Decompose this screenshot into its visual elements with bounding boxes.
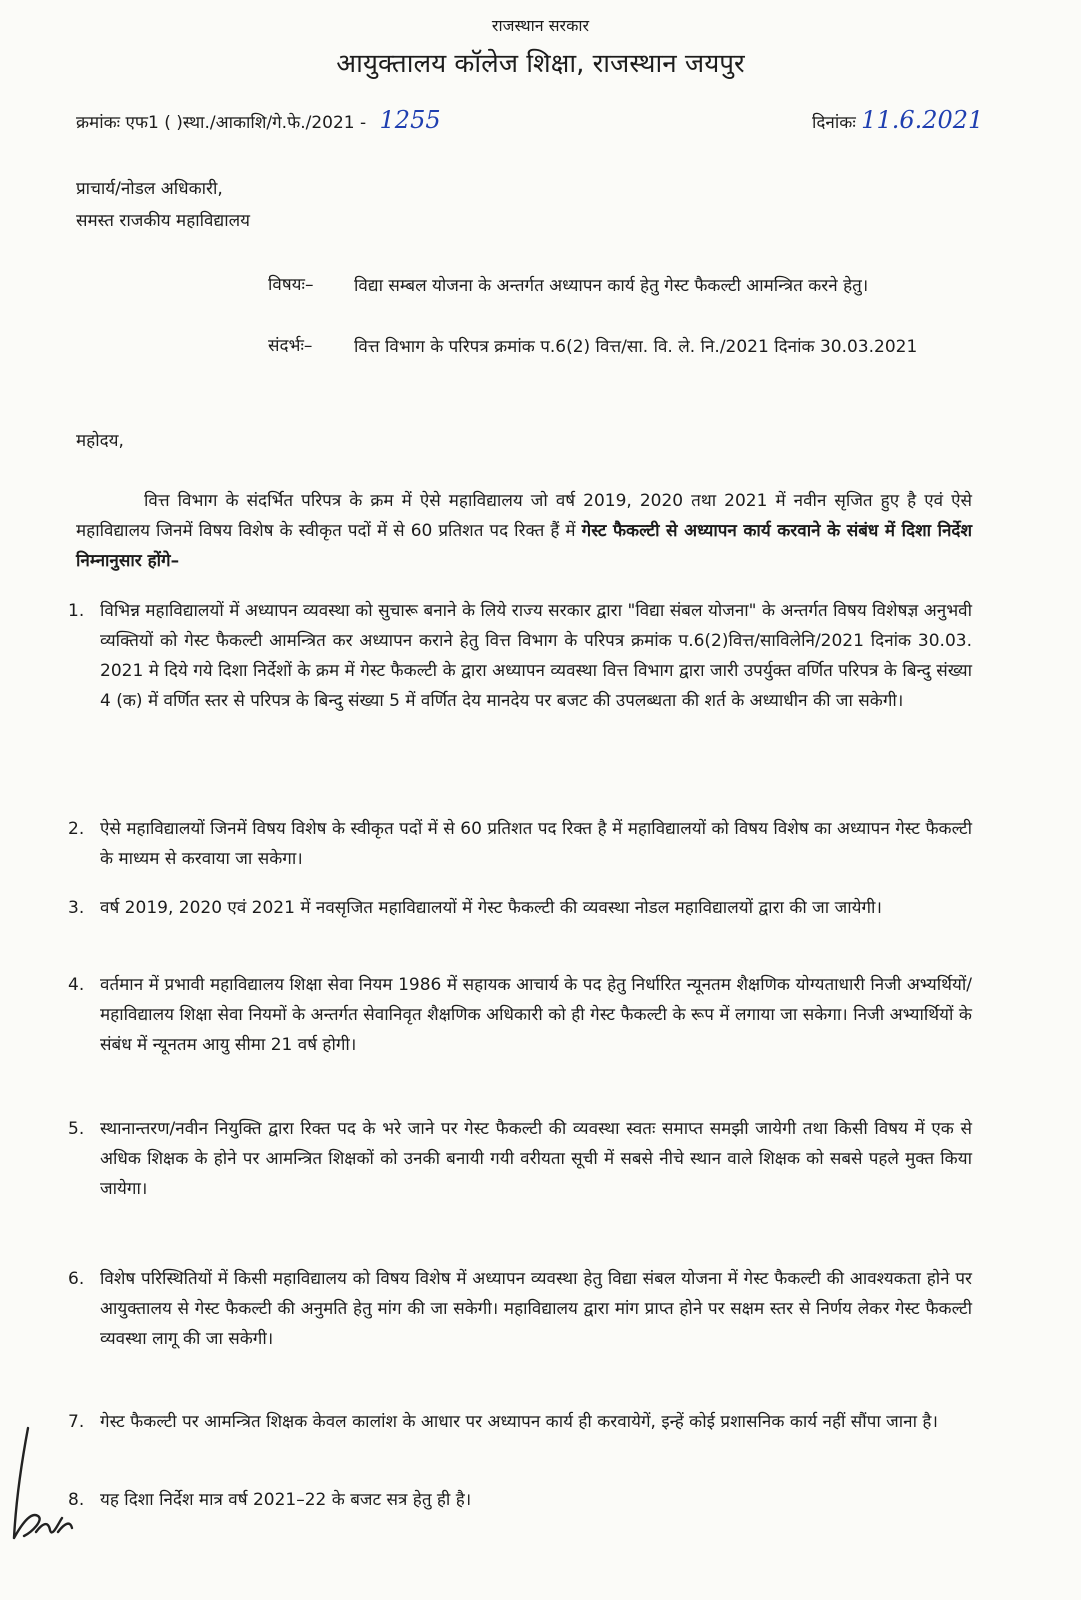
office-title: आयुक्तालय कॉलेज शिक्षा, राजस्थान जयपुर xyxy=(336,49,745,79)
list-item-number: 4. xyxy=(68,975,85,995)
list-item-text: स्थानान्तरण/नवीन नियुक्ति द्वारा रिक्त पद के भरे जाने पर गेस्ट फैकल्टी की व्यवस्था स्वतः समाप्त समझी जायेगी तथा किसी विषय में एक से अधिक शिक्षक के होने पर आमन्त्रित शिक्षकों को उनकी बनायी गयी वरीयता सूची में सबसे नीचे स्थान वाले शिक्षक को सबसे पहले मुक्त किया जायेगा। xyxy=(100,1119,972,1199)
list-item-number: 5. xyxy=(68,1119,85,1139)
salutation: महोदय, xyxy=(76,431,124,451)
list-item-text: यह दिशा निर्देश मात्र वर्ष 2021–22 के बजट सत्र हेतु ही है। xyxy=(100,1490,472,1510)
list-item-number: 1. xyxy=(68,601,85,621)
list-item-number: 8. xyxy=(68,1490,85,1510)
subject-text: विद्या सम्बल योजना के अन्तर्गत अध्यापन कार्य हेतु गेस्ट फैकल्टी आमन्त्रित करने हेतु। xyxy=(354,276,869,296)
reference-note-text: वित्त विभाग के परिपत्र क्रमांक प.6(2) वित्त/सा. वि. ले. नि./2021 दिनांक 30.03.2021 xyxy=(354,337,918,357)
list-item xyxy=(68,970,972,1060)
list-item-number: 6. xyxy=(68,1269,85,1289)
intro-bold-text: गेस्ट फैकल्टी से अध्यापन कार्य करवाने के संबंध में दिशा निर्देश निम्नानुसार होंगे– xyxy=(76,521,973,571)
intro-text: वित्त विभाग के संदर्भित परिपत्र के क्रम में ऐसे महाविद्यालय जो वर्ष 2019, 2020 तथा 2021 में नवीन सृजित हुए है एवं ऐसे महाविद्यालय जिनमें विषय विशेष के स्वीकृत पदों में से 60 प्रतिशत पद रिक्त हैं में xyxy=(76,491,972,541)
list-item xyxy=(68,893,972,923)
list-item xyxy=(68,1264,972,1354)
list-item-text: ऐसे महाविद्यालयों जिनमें विषय विशेष के स्वीकृत पदों में से 60 प्रतिशत पद रिक्त है में महाविद्यालयों को विषय विशेष का अध्यापन गेस्ट फैकल्टी के माध्यम से करवाया जा सकेगा। xyxy=(100,819,972,869)
list-item-text: वर्तमान में प्रभावी महाविद्यालय शिक्षा सेवा नियम 1986 में सहायक आचार्य के पद हेतु निर्धारित न्यूनतम शैक्षणिक योग्यताधारी निजी अभ्यर्थियों/महाविद्यालय शिक्षा सेवा नियमों के अन्तर्गत सेवानिवृत शैक्षणिक अधिकारी को ही गेस्ट फैकल्टी के रूप में लगाया जा सकेगा। निजी अभ्यार्थियों के संबंध में न्यूनतम आयु सीमा 21 वर्ष होगी। xyxy=(100,975,972,1055)
list-item-text: वर्ष 2019, 2020 एवं 2021 में नवसृजित महाविद्यालयों में गेस्ट फैकल्टी की व्यवस्था नोडल महाविद्यालयों द्वारा की जा जायेगी। xyxy=(100,898,882,918)
reference-note-label: संदर्भः– xyxy=(268,336,313,356)
list-item xyxy=(68,596,972,716)
list-item-number: 3. xyxy=(68,898,85,918)
list-item-number: 2. xyxy=(68,819,85,839)
subject-label: विषयः– xyxy=(268,275,314,295)
list-item-text: विशेष परिस्थितियों में किसी महाविद्यालय को विषय विशेष में अध्यापन व्यवस्था हेतु विद्या संबल योजना में गेस्ट फैकल्टी की आवश्यकता होने पर आयुक्तालय से गेस्ट फैकल्टी की अनुमति हेतु मांग की जा सकेगी। महाविद्यालय द्वारा मांग प्राप्त होने पर सक्षम स्तर से निर्णय लेकर गेस्ट फैकल्टी व्यवस्था लागू की जा सकेगी। xyxy=(100,1269,972,1349)
government-header: राजस्थान सरकार xyxy=(491,16,590,35)
reference-number-handwritten: 1255 xyxy=(379,106,441,134)
date-line xyxy=(812,106,983,134)
addressee-line-1: प्राचार्य/नोडल अधिकारी, xyxy=(76,179,223,199)
list-item xyxy=(68,1485,972,1515)
list-item-text: गेस्ट फैकल्टी पर आमन्त्रित शिक्षक केवल कालांश के आधार पर अध्यापन कार्य ही करवायेगें, इन्हें कोई प्रशासनिक कार्य नहीं सौंपा जाना है। xyxy=(100,1412,938,1432)
addressee-line-2: समस्त राजकीय महाविद्यालय xyxy=(76,211,251,231)
reference-note-block xyxy=(268,333,972,361)
list-item xyxy=(68,1114,972,1204)
list-item-text: विभिन्न महाविद्यालयों में अध्यापन व्यवस्था को सुचारू बनाने के लिये राज्य सरकार द्वारा "विद्या संबल योजना" के अन्तर्गत विषय विशेषज्ञ अनुभवी व्यक्तियों को गेस्ट फैकल्टी आमन्त्रित कर अध्यापन कराने हेतु वित्त विभाग के परिपत्र क्रमांक प.6(2)वित्त/साविलेनि/2021 दिनांक 30.03. 2021 मे दिये गये दिशा निर्देशों के क्रम में गेस्ट फैकल्टी के द्वारा अध्यापन व्यवस्था वित्त विभाग द्वारा जारी उपर्युक्त वर्णित परिपत्र के बिन्दु संख्या 4 (क) में वर्णित स्तर से परिपत्र के बिन्दु संख्या 5 में वर्णित देय मानदेय पर बजट की उपलब्धता की शर्त के अध्याधीन की जा सकेगी। xyxy=(100,601,972,711)
handwritten-signature xyxy=(2,1420,82,1550)
date-handwritten: 11.6.2021 xyxy=(861,106,984,134)
reference-line xyxy=(76,106,441,134)
reference-label: क्रमांकः एफ1 ( )स्था./आकाशि/गे.फे./2021 - xyxy=(76,113,367,133)
intro-paragraph xyxy=(76,486,972,576)
list-item-number: 7. xyxy=(68,1412,85,1432)
subject-block xyxy=(268,272,972,300)
list-item xyxy=(68,1407,972,1437)
list-item xyxy=(68,814,972,874)
date-label: दिनांकः xyxy=(812,113,856,133)
